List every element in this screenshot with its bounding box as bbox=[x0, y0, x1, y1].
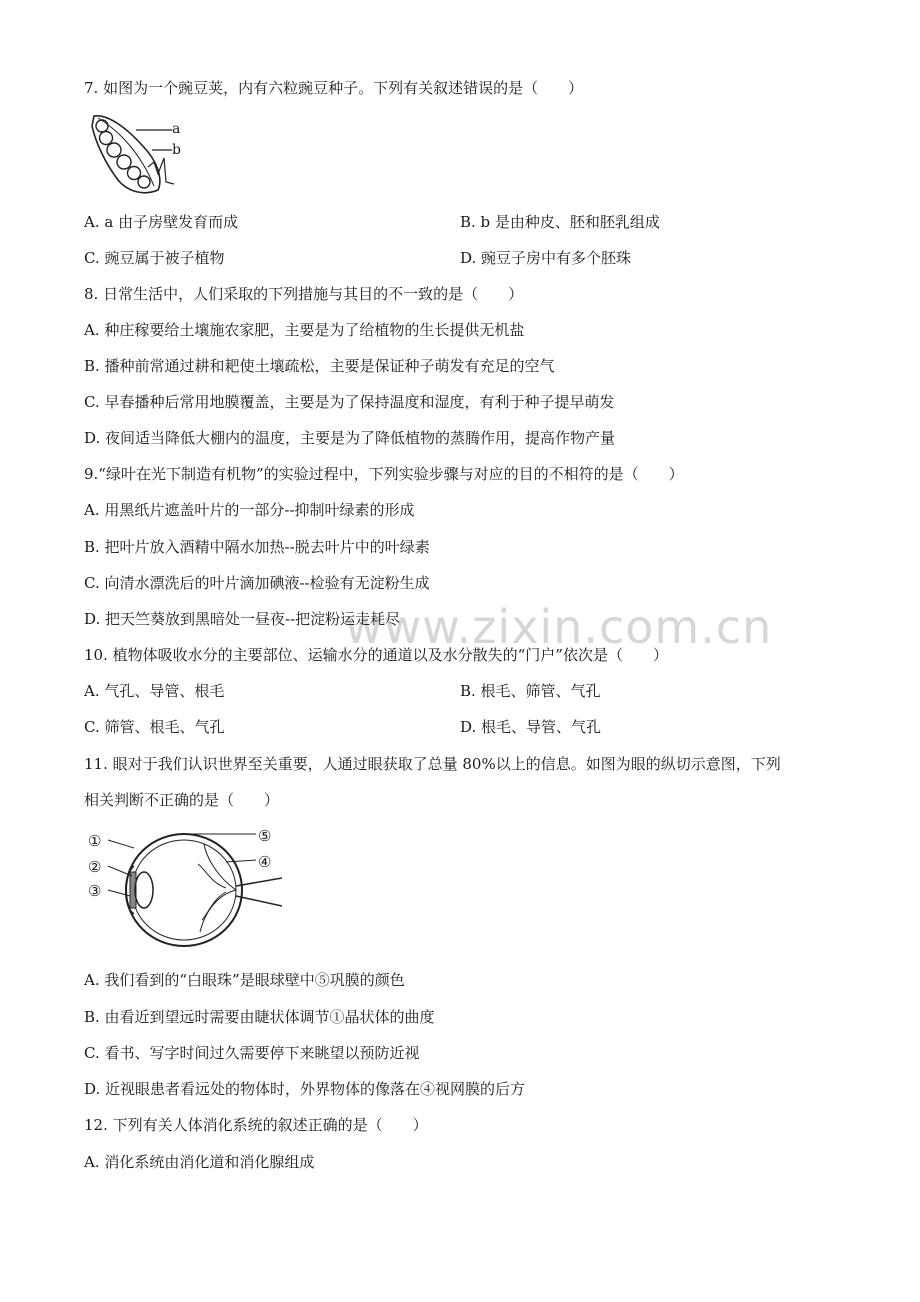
eye-diagram-figure bbox=[86, 826, 282, 954]
q11-option-c: C. 看书、写字时间过久需要停下来眺望以预防近视 bbox=[84, 1044, 420, 1062]
q12-option-a: A. 消化系统由消化道和消化腺组成 bbox=[84, 1153, 315, 1171]
q9-option-a: A. 用黑纸片遮盖叶片的一部分--抑制叶绿素的形成 bbox=[84, 501, 415, 519]
q9-option-c: C. 向清水漂洗后的叶片滴加碘液--检验有无淀粉生成 bbox=[84, 574, 430, 592]
watermark: www.zixin.com.cn bbox=[345, 600, 773, 654]
q7-option-a: A. a 由子房壁发育而成 bbox=[84, 213, 239, 231]
eye-label-5: ⑤ bbox=[258, 827, 272, 845]
q7-stem: 7. 如图为一个豌豆荚，内有六粒豌豆种子。下列有关叙述错误的是（ ） bbox=[84, 79, 584, 97]
pea-label-b: b bbox=[172, 142, 181, 158]
q11-option-d: D. 近视眼患者看远处的物体时，外界物体的像落在④视网膜的后方 bbox=[84, 1080, 526, 1098]
q9-option-b: B. 把叶片放入酒精中隔水加热--脱去叶片中的叶绿素 bbox=[84, 538, 430, 556]
q8-option-d: D. 夜间适当降低大棚内的温度，主要是为了降低植物的蒸腾作用，提高作物产量 bbox=[84, 429, 616, 447]
q11-option-a: A. 我们看到的“白眼珠”是眼球壁中⑤巩膜的颜色 bbox=[84, 971, 405, 989]
q7-option-b: B. b 是由种皮、胚和胚乳组成 bbox=[460, 213, 660, 231]
q9-stem: 9.“绿叶在光下制造有机物”的实验过程中，下列实验步骤与对应的目的不相符的是（ ） bbox=[84, 465, 684, 483]
q11-stem-line1: 11. 眼对于我们认识世界至关重要，人通过眼获取了总量 80%以上的信息。如图为眼的纵切示意图，下列 bbox=[84, 755, 781, 773]
q8-stem: 8. 日常生活中，人们采取的下列措施与其目的不一致的是（ ） bbox=[84, 285, 524, 303]
q8-option-b: B. 播种前常通过耕和耙使土壤疏松，主要是保证种子萌发有充足的空气 bbox=[84, 357, 555, 375]
q10-option-c: C. 筛管、根毛、气孔 bbox=[84, 718, 225, 736]
pea-label-a: a bbox=[172, 121, 181, 137]
q11-option-b: B. 由看近到望远时需要由睫状体调节①晶状体的曲度 bbox=[84, 1008, 435, 1026]
q7-option-c: C. 豌豆属于被子植物 bbox=[84, 249, 225, 267]
q8-option-c: C. 早春播种后常用地膜覆盖，主要是为了保持温度和湿度，有利于种子提早萌发 bbox=[84, 393, 615, 411]
q10-option-b: B. 根毛、筛管、气孔 bbox=[460, 682, 601, 700]
q8-option-a: A. 种庄稼要给土壤施农家肥，主要是为了给植物的生长提供无机盐 bbox=[84, 321, 525, 339]
q11-stem-line2: 相关判断不正确的是（ ） bbox=[84, 791, 280, 809]
eye-label-2: ② bbox=[88, 858, 102, 876]
eye-label-3: ③ bbox=[88, 882, 102, 900]
q12-stem: 12. 下列有关人体消化系统的叙述正确的是（ ） bbox=[84, 1116, 428, 1134]
eye-label-1: ① bbox=[88, 832, 102, 850]
q9-option-d: D. 把天竺葵放到黑暗处一昼夜--把淀粉运走耗尽 bbox=[84, 610, 401, 628]
q10-stem: 10. 植物体吸收水分的主要部位、运输水分的通道以及水分散失的“门户”依次是（ ） bbox=[84, 646, 668, 664]
q10-option-d: D. 根毛、导管、气孔 bbox=[460, 718, 602, 736]
eye-label-4: ④ bbox=[258, 853, 272, 871]
q10-option-a: A. 气孔、导管、根毛 bbox=[84, 682, 225, 700]
q7-option-d: D. 豌豆子房中有多个胚珠 bbox=[460, 249, 632, 267]
